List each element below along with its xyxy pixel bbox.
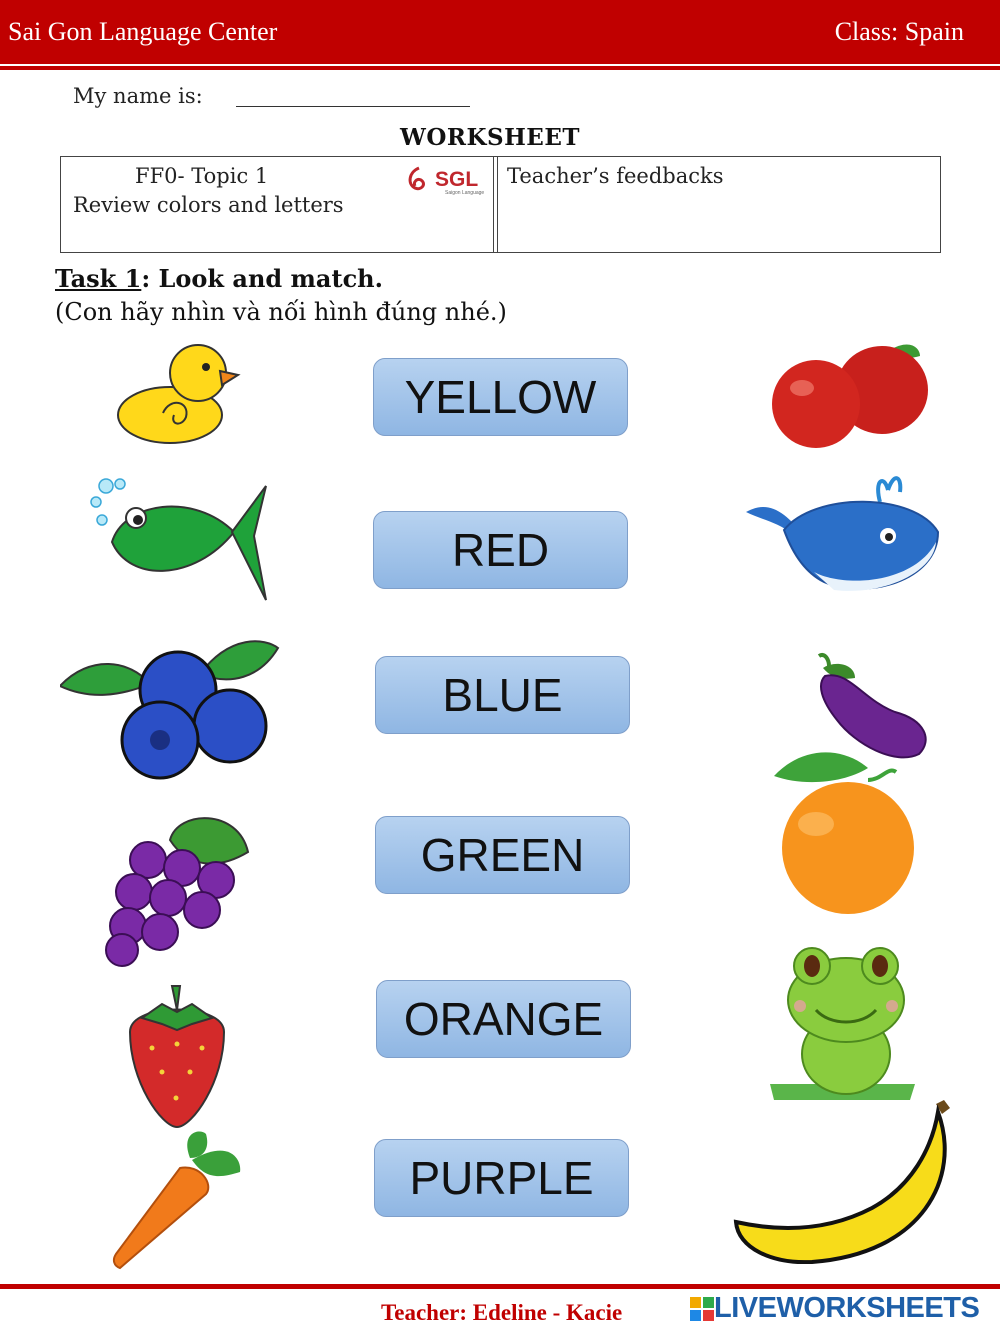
class-name: Class: Spain xyxy=(834,17,964,46)
frog-picture[interactable] xyxy=(770,944,915,1104)
grapes-picture[interactable] xyxy=(98,810,253,968)
footer-divider xyxy=(0,1284,1000,1289)
center-name: Sai Gon Language Center xyxy=(8,17,278,46)
teacher-name: Teacher: Edeline - Kacie xyxy=(381,1300,623,1325)
word-green[interactable]: GREEN xyxy=(375,816,630,894)
duck-picture[interactable] xyxy=(108,335,243,447)
eggplant-picture[interactable] xyxy=(815,650,933,762)
worksheet-title: WORKSHEET xyxy=(400,124,580,151)
task-subtitle: (Con hãy nhìn và nối hình đúng nhé.) xyxy=(55,298,507,326)
word-orange[interactable]: ORANGE xyxy=(376,980,631,1058)
logo-text: SGL xyxy=(435,168,479,191)
logo-sub: Saigon Language xyxy=(445,190,485,196)
word-yellow[interactable]: YELLOW xyxy=(373,358,628,436)
name-blank[interactable] xyxy=(236,106,470,107)
header-divider xyxy=(0,66,1000,70)
whale-picture[interactable] xyxy=(744,472,942,604)
task-instruction: : Look and match. xyxy=(141,264,383,293)
brand-text: LIVEWORKSHEETS xyxy=(714,1292,980,1324)
strawberry-picture[interactable] xyxy=(122,982,232,1130)
name-label: My name is: xyxy=(73,84,203,108)
banana-picture[interactable] xyxy=(732,1098,956,1264)
sgl-logo xyxy=(405,162,495,198)
apples-picture[interactable] xyxy=(770,338,930,450)
task-title xyxy=(55,264,383,293)
fish-picture[interactable] xyxy=(84,472,269,612)
task-label: Task 1 xyxy=(55,264,142,293)
feedback-label: Teacher’s feedbacks xyxy=(507,164,724,188)
word-blue[interactable]: BLUE xyxy=(375,656,630,734)
word-purple[interactable]: PURPLE xyxy=(374,1139,629,1217)
orange-picture[interactable] xyxy=(772,750,917,915)
carrot-picture[interactable] xyxy=(110,1128,245,1270)
blueberries-picture[interactable] xyxy=(60,634,280,782)
liveworksheets-logo[interactable] xyxy=(690,1292,979,1325)
liveworksheets-icon xyxy=(690,1297,714,1321)
word-red[interactable]: RED xyxy=(373,511,628,589)
info-divider xyxy=(497,156,498,253)
topic-text: FF0- Topic 1 xyxy=(135,164,269,188)
review-text: Review colors and letters xyxy=(73,193,344,217)
